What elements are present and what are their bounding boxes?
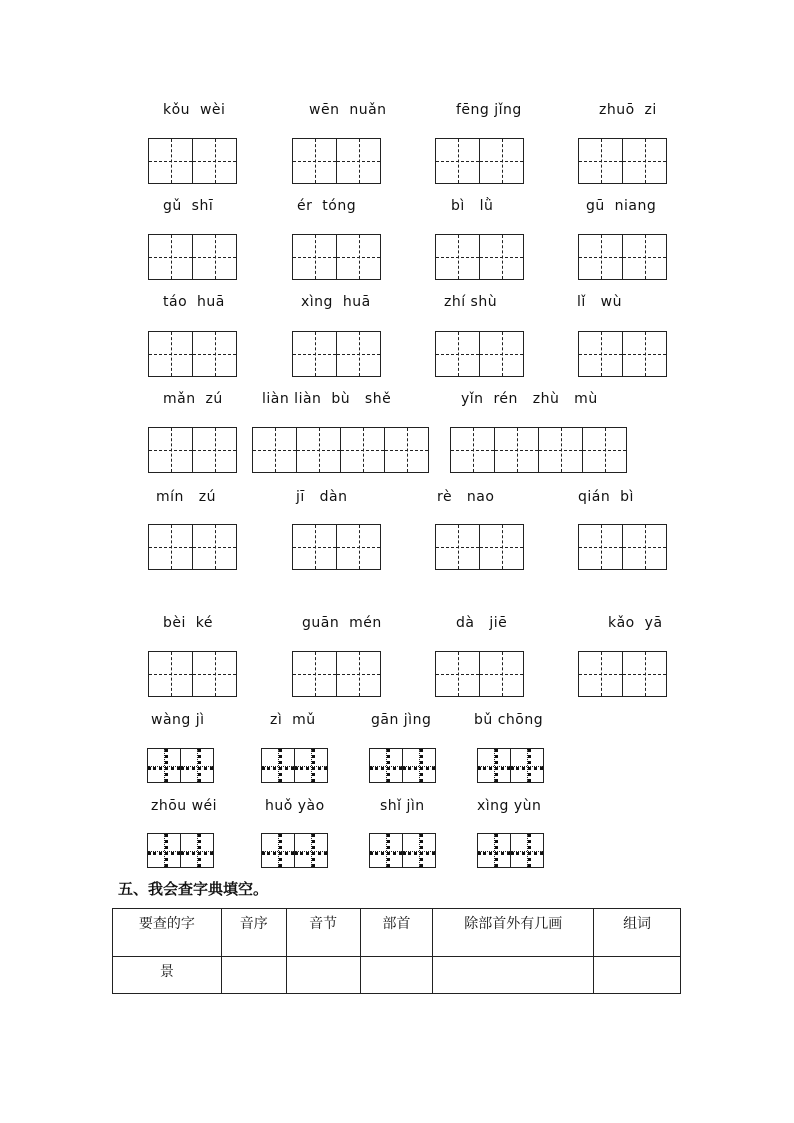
answer-cell[interactable]	[360, 957, 433, 994]
pinyin-label: fēng jǐng	[456, 102, 522, 118]
writing-grid[interactable]	[148, 331, 237, 377]
writing-grid[interactable]	[435, 234, 524, 280]
writing-grid[interactable]	[578, 331, 667, 377]
table-cell: 景	[113, 957, 222, 994]
pinyin-label: gān jìng	[371, 712, 432, 728]
pinyin-label: jī dàn	[296, 489, 348, 505]
writing-grid[interactable]	[477, 833, 544, 868]
writing-grid[interactable]	[578, 524, 667, 570]
pinyin-label: wēn nuǎn	[309, 102, 387, 118]
pinyin-label: zì mǔ	[270, 712, 316, 728]
pinyin-label: dà jiē	[456, 615, 508, 631]
pinyin-label: huǒ yào	[265, 798, 325, 814]
writing-grid[interactable]	[147, 748, 214, 783]
pinyin-label: rè nao	[437, 489, 495, 505]
writing-grid[interactable]	[261, 833, 328, 868]
dictionary-table	[112, 908, 681, 994]
pinyin-label: zhōu wéi	[151, 798, 218, 814]
writing-grid[interactable]	[148, 651, 237, 697]
pinyin-label: mín zú	[156, 489, 216, 505]
writing-grid[interactable]	[252, 427, 429, 473]
pinyin-label: xìng yùn	[477, 798, 542, 814]
pinyin-label: ér tóng	[297, 198, 357, 214]
pinyin-label: gū niang	[586, 198, 657, 214]
writing-grid[interactable]	[292, 331, 381, 377]
writing-grid[interactable]	[435, 138, 524, 184]
pinyin-label: gǔ shī	[163, 198, 214, 214]
writing-grid[interactable]	[369, 833, 436, 868]
answer-cell[interactable]	[221, 957, 286, 994]
answer-cell[interactable]	[286, 957, 360, 994]
writing-grid[interactable]	[147, 833, 214, 868]
table-header: 音节	[286, 909, 360, 957]
section-title: 五、我会查字典填空。	[118, 880, 269, 898]
answer-cell[interactable]	[594, 957, 681, 994]
writing-grid[interactable]	[148, 138, 237, 184]
answer-cell[interactable]	[433, 957, 594, 994]
pinyin-label: xìng huā	[301, 294, 371, 310]
pinyin-label: bǔ chōng	[474, 712, 544, 728]
writing-grid[interactable]	[435, 651, 524, 697]
writing-grid[interactable]	[292, 234, 381, 280]
table-header: 除部首外有几画	[433, 909, 594, 957]
writing-grid[interactable]	[292, 524, 381, 570]
pinyin-label: kǒu wèi	[163, 102, 226, 118]
writing-grid[interactable]	[261, 748, 328, 783]
writing-grid[interactable]	[435, 331, 524, 377]
writing-grid[interactable]	[148, 427, 237, 473]
table-header: 组词	[594, 909, 681, 957]
pinyin-label: liàn liàn bù shě	[262, 391, 392, 407]
writing-grid[interactable]	[578, 651, 667, 697]
pinyin-label: guān mén	[302, 615, 382, 631]
pinyin-label: kǎo yā	[608, 615, 663, 631]
pinyin-label: lǐ wù	[577, 294, 622, 310]
pinyin-label: mǎn zú	[163, 391, 223, 407]
pinyin-label: zhí shù	[444, 294, 498, 310]
writing-grid[interactable]	[578, 138, 667, 184]
pinyin-label: yǐn rén zhù mù	[461, 391, 598, 407]
writing-grid[interactable]	[292, 651, 381, 697]
writing-grid[interactable]	[477, 748, 544, 783]
pinyin-label: táo huā	[163, 294, 225, 310]
writing-grid[interactable]	[369, 748, 436, 783]
pinyin-label: bèi ké	[163, 615, 214, 631]
pinyin-label: wàng jì	[151, 712, 205, 728]
writing-grid[interactable]	[578, 234, 667, 280]
pinyin-label: qián bì	[578, 489, 634, 505]
table-header: 要查的字	[113, 909, 222, 957]
writing-grid[interactable]	[148, 234, 237, 280]
pinyin-label: zhuō zi	[599, 102, 657, 118]
pinyin-label: bì lǜ	[451, 198, 494, 214]
writing-grid[interactable]	[292, 138, 381, 184]
writing-grid[interactable]	[450, 427, 627, 473]
pinyin-label: shǐ jìn	[380, 798, 425, 814]
writing-grid[interactable]	[148, 524, 237, 570]
table-header: 部首	[360, 909, 433, 957]
writing-grid[interactable]	[435, 524, 524, 570]
table-header: 音序	[221, 909, 286, 957]
